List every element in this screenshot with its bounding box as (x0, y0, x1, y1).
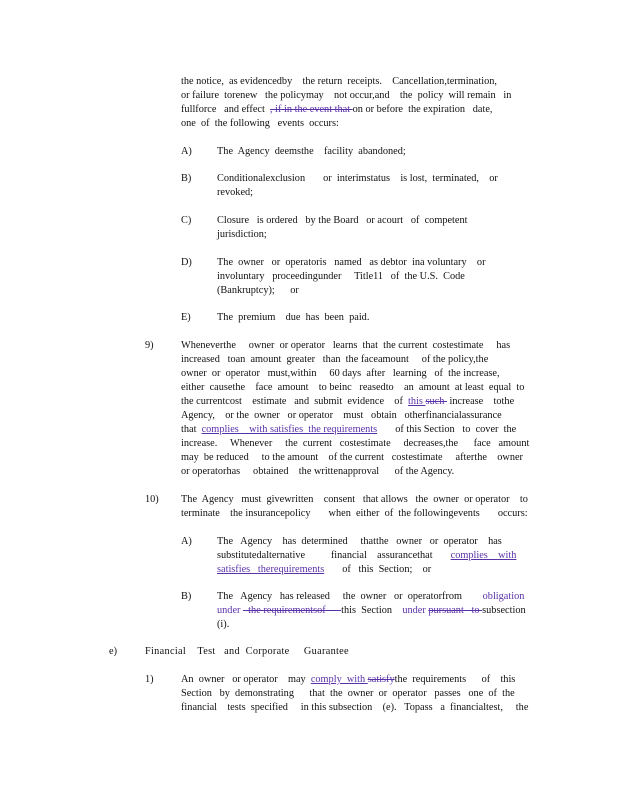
item-9-line-3: owner or operator must,within 60 days after learning of the increase, (181, 368, 500, 379)
sub-a-line-3-text: of this Section; or (324, 564, 432, 575)
intro-line-3-text-end: on or before the expiration date, (352, 104, 493, 115)
item-9-line-4: either causethe face amount to beinc reasedto an amount at least equal to (181, 382, 525, 393)
inserted-text: this (408, 396, 426, 407)
event-a-label: A) (181, 146, 192, 157)
item-9-line-5-text-end: increase tothe (446, 396, 515, 407)
item-10-sub-b-line-1 (217, 590, 524, 603)
deleted-text: , if in the event that (270, 104, 353, 115)
inserted-text-3: under (402, 605, 429, 616)
deleted-text-2: pursuant to (428, 605, 483, 616)
intro-line-3-text: fullforce and effect (181, 104, 271, 115)
item-10-sub-a-line-1: The Agency has determined thatthe owner or operator has (217, 536, 502, 547)
event-d-label: D) (181, 257, 192, 268)
item-9-line-10: or operatorhas obtained the writtenapproval of the Agency. (181, 466, 455, 477)
event-e-line-1: The premium due has been paid. (217, 312, 370, 323)
sub-b-line-1-text: The Agency has released the owner or operatorfrom (217, 591, 483, 602)
item-10-label: 10) (145, 494, 159, 505)
inserted-text: obligation (482, 591, 525, 602)
deleted-text: satisfy (367, 674, 395, 685)
item-9-line-8: increase. Whenever the current costestimate decreases,the face amount (181, 438, 530, 449)
item-10-sub-b-line-3: (i). (217, 619, 230, 630)
item-9-line-5 (181, 395, 514, 408)
intro-line-4: one of the following events occurs: (181, 118, 339, 129)
item-1-line-2: Section by demonstrating that the owner or operator passes one of the (181, 688, 515, 699)
item-9-line-7-text: that (181, 424, 202, 435)
inserted-text-2: satisfies the requirements (269, 424, 378, 435)
inserted-text: complies with (201, 424, 270, 435)
inserted-text-2: satisfies therequirements (217, 564, 325, 575)
item-1-line-1-text-end: the requirements of this (394, 674, 516, 685)
item-9-line-6: Agency, or the owner or operator must obtain otherfinancialassurance (181, 410, 502, 421)
event-d-line-2: involuntary proceedingunder Title11 of the U.S. Code (217, 271, 465, 282)
sub-b-line-2-text: this Section (341, 605, 403, 616)
item-10-sub-a-line-2 (217, 549, 516, 562)
event-d-line-3: (Bankruptcy); or (217, 285, 299, 296)
item-1-line-1 (181, 673, 515, 686)
event-a-line-1: The Agency deemsthe facility abandoned; (217, 146, 406, 157)
section-e-title: Financial Test and Corporate Guarantee (145, 646, 349, 657)
sub-a-line-2-text: substitutedalternative financial assurancethat (217, 550, 451, 561)
item-10-line-2: terminate the insurancepolicy when either of the followingevents occurs: (181, 508, 528, 519)
deleted-text: the requirementsof (243, 605, 342, 616)
item-10-sub-b-line-2 (217, 604, 526, 617)
item-9-line-7-text-end: of this Section to cover the (377, 424, 517, 435)
item-1-line-1-text: An owner or operator may (181, 674, 311, 685)
event-c-label: C) (181, 215, 192, 226)
item-9-label: 9) (145, 340, 154, 351)
item-10-line-1: The Agency must givewritten consent that allows the owner or operator to (181, 494, 528, 505)
item-10-sub-a-line-3 (217, 563, 431, 576)
sub-b-line-2-text-end: subsection (482, 605, 526, 616)
deleted-text: such (425, 396, 447, 407)
intro-line-1: the notice, as evidencedby the return receipts. Cancellation,termination, (181, 76, 497, 87)
event-e-label: E) (181, 312, 191, 323)
intro-line-2: or failure torenew the policymay not occur,and the policy will remain in (181, 90, 512, 101)
inserted-text: complies with (450, 550, 517, 561)
item-1-label: 1) (145, 674, 154, 685)
item-10-sub-a-label: A) (181, 536, 192, 547)
event-c-line-1: Closure is ordered by the Board or acourt of competent (217, 215, 468, 226)
item-9-line-9: may be reduced to the amount of the current costestimate afterthe owner (181, 452, 523, 463)
event-b-label: B) (181, 173, 192, 184)
event-d-line-1: The owner or operatoris named as debtor ina voluntary or (217, 257, 486, 268)
item-9-line-7 (181, 423, 516, 436)
item-9-line-1: Wheneverthe owner or operator learns that the current costestimate has (181, 340, 511, 351)
inserted-text: comply with (310, 674, 368, 685)
item-9-line-2: increased toan amount greater than the faceamount of the policy,the (181, 354, 489, 365)
section-e-label: e) (109, 646, 117, 657)
event-b-line-1: Conditionalexclusion or interimstatus is lost, terminated, or (217, 173, 498, 184)
item-1-line-3: financial tests specified in this subsection (e). Topass a financialtest, the (181, 702, 529, 713)
intro-line-3 (181, 103, 492, 116)
item-9-line-5-text: the currentcost estimate and submit evidence of (181, 396, 409, 407)
inserted-text-2: under (217, 605, 244, 616)
item-10-sub-b-label: B) (181, 591, 192, 602)
event-b-line-2: revoked; (217, 187, 254, 198)
event-c-line-2: jurisdiction; (217, 229, 267, 240)
